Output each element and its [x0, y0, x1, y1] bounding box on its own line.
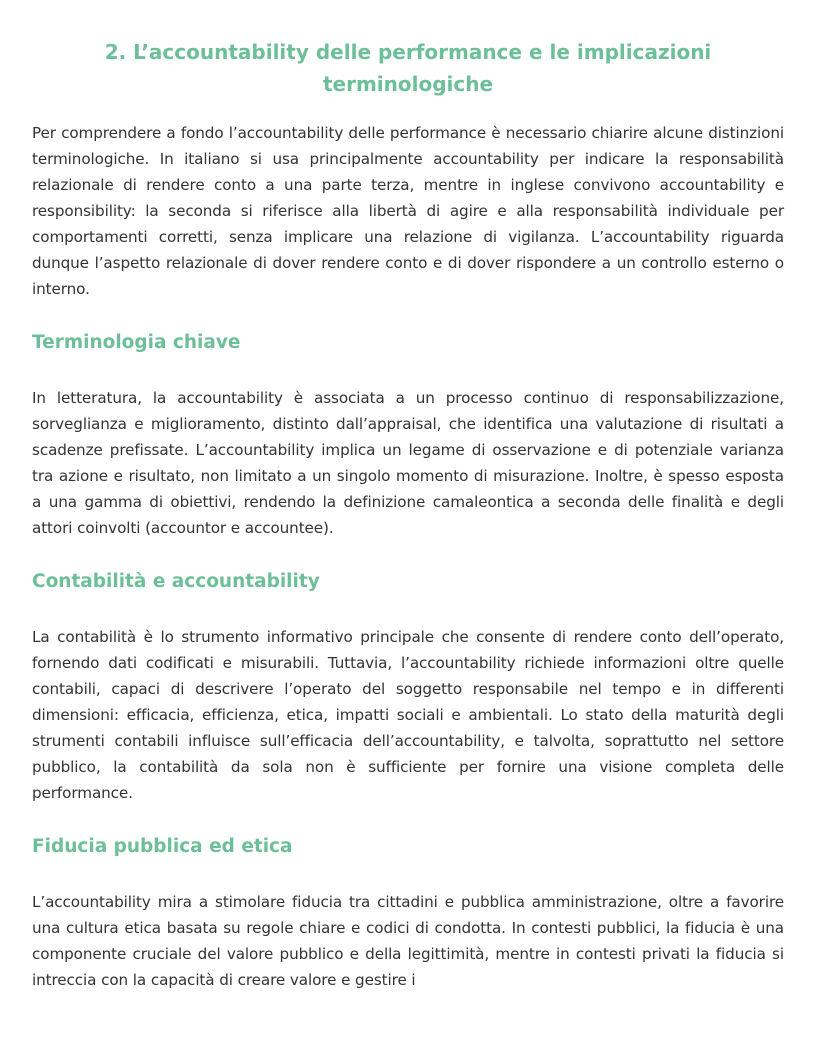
- section-heading-fiducia: Fiducia pubblica ed etica: [32, 836, 293, 857]
- section-paragraph-fiducia: L’accountability mira a stimolare fiducia tra cittadini e pubblica amministrazione, oltre a favorire una cultura etica basata su regole chiare e codici di condotta. In contesti pubblici, la fiducia è una componente cruciale del valore pubblico e della legittimità, mentre in contesti privati la fiducia si intreccia con la capacità di creare valore e gestire i: [32, 893, 784, 989]
- intro-paragraph: Per comprendere a fondo l’accountability delle performance è necessario chiarire alcune distinzioni terminologiche. In italiano si usa principalmente accountability per indicare la responsabilità relazionale di rendere conto a una parte terza, mentre in inglese convivono accountability e responsibility: la seconda si riferisce alla libertà di agire e alla responsabilità individuale per comportamenti corretti, senza implicare una relazione di vigilanza. L’accountability riguarda dunque l’aspetto relazionale di dover rendere conto e di dover rispondere a un controllo esterno o interno.: [32, 124, 784, 298]
- section-heading-terminologia: Terminologia chiave: [32, 332, 241, 353]
- section-paragraph-contabilita: La contabilità è lo strumento informativo principale che consente di rendere conto dell’operato, fornendo dati codificati e misurabili. Tuttavia, l’accountability richiede informazioni oltre quelle contabili, capaci di descrivere l’operato del soggetto responsabile nel tempo e in differenti dimensioni: efficacia, efficienza, etica, impatti sociali e ambientali. Lo stato della maturità degli strumenti contabili influisce sull’efficacia dell’accountability, e talvolta, soprattutto nel settore pubblico, la contabilità da sola non è sufficiente per fornire una visione completa delle performance.: [32, 628, 784, 802]
- document-page: [32, 36, 784, 993]
- section-paragraph-terminologia: In letteratura, la accountability è associata a un processo continuo di responsabilizzazione, sorveglianza e miglioramento, distinto dall’appraisal, che identifica una valutazione di risultati a scadenze prefissate. L’accountability implica un legame di osservazione e di potenziale varianza tra azione e risultato, non limitato a un singolo momento di misurazione. Inoltre, è spesso esposta a una gamma di obiettivi, rendendo la definizione camaleontica a seconda delle finalità e degli attori coinvolti (accountor e accountee).: [32, 389, 784, 537]
- section-heading-contabilita: Contabilità e accountability: [32, 571, 320, 592]
- page-title: 2. L’accountability delle performance e le implicazioni terminologiche: [104, 40, 712, 96]
